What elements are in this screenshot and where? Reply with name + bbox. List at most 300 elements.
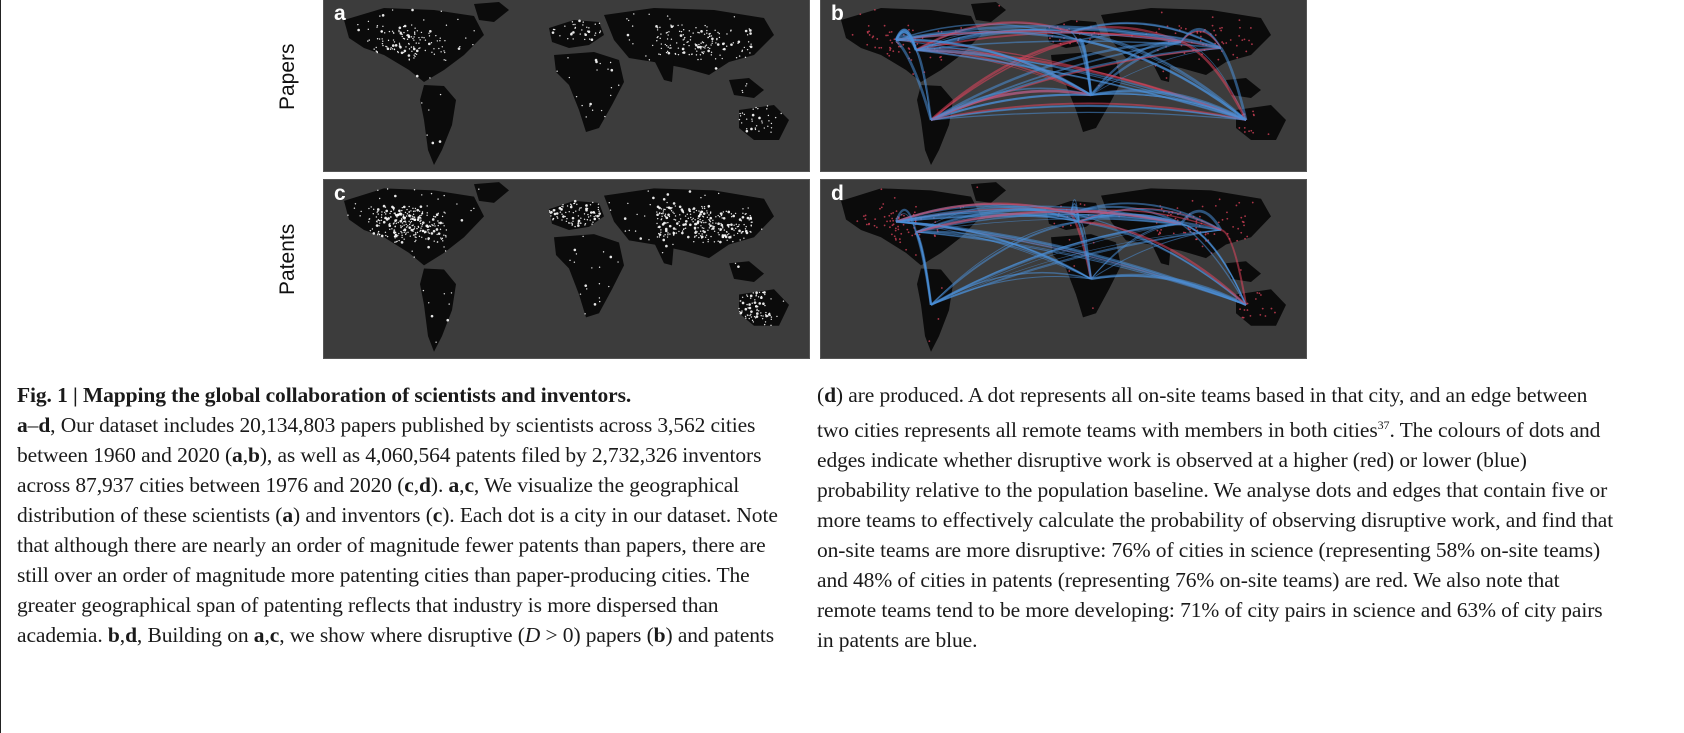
city-dot — [708, 214, 709, 215]
city-dot — [400, 227, 401, 228]
city-dot — [712, 225, 713, 226]
city-dot — [384, 32, 385, 33]
city-dot — [1268, 133, 1270, 135]
city-dot — [718, 228, 719, 229]
city-dot — [569, 211, 570, 212]
city-dot — [745, 85, 746, 86]
city-dot — [660, 232, 661, 233]
city-dot — [567, 57, 568, 58]
city-dot — [680, 34, 683, 37]
city-dot — [1218, 221, 1220, 223]
city-dot — [587, 214, 588, 215]
city-dot — [709, 224, 712, 227]
city-dot — [377, 38, 378, 39]
city-dot — [695, 27, 696, 28]
city-dot — [579, 209, 580, 210]
city-dot — [578, 215, 579, 216]
city-dot — [566, 221, 567, 222]
city-dot — [1219, 198, 1221, 200]
city-dot — [393, 32, 394, 33]
city-dot — [710, 236, 711, 237]
city-dot — [1250, 315, 1252, 317]
city-dot — [667, 51, 668, 52]
city-dot — [443, 59, 444, 60]
city-dot — [745, 230, 748, 233]
city-dot — [406, 226, 407, 227]
world-map-a — [324, 0, 809, 171]
city-dot — [624, 217, 627, 220]
city-dot — [368, 221, 369, 222]
city-dot — [584, 39, 585, 40]
city-dot — [590, 211, 593, 214]
city-dot — [869, 34, 871, 36]
city-dot — [692, 32, 693, 33]
city-dot — [387, 188, 388, 189]
city-dot — [421, 194, 422, 195]
city-dot — [618, 85, 619, 86]
panel-letter-b: b — [831, 2, 844, 25]
city-dot — [427, 231, 428, 232]
city-dot — [667, 38, 668, 39]
city-dot — [425, 39, 426, 40]
city-dot — [722, 234, 725, 237]
city-dot — [429, 225, 430, 226]
city-dot — [720, 223, 721, 224]
city-dot — [915, 206, 917, 208]
city-dot — [712, 227, 715, 230]
city-dot — [657, 236, 658, 237]
city-dot — [392, 9, 393, 10]
city-dot — [895, 227, 897, 229]
city-dot — [881, 206, 883, 208]
city-dot — [357, 24, 358, 25]
city-dot — [599, 32, 600, 33]
city-dot — [403, 52, 404, 53]
city-dot — [407, 225, 408, 226]
city-dot — [675, 205, 676, 206]
city-dot — [681, 24, 682, 25]
city-dot — [738, 230, 741, 233]
city-dot — [1244, 131, 1246, 133]
city-dot — [661, 48, 662, 49]
city-dot — [891, 42, 893, 44]
city-dot — [405, 234, 406, 235]
city-dot — [418, 37, 419, 38]
city-dot — [717, 222, 720, 225]
city-dot — [550, 215, 551, 216]
city-dot — [697, 218, 698, 219]
city-dot — [1232, 54, 1234, 56]
city-dot — [432, 225, 433, 226]
city-dot — [576, 96, 577, 97]
city-dot — [556, 71, 557, 72]
city-dot — [392, 31, 393, 32]
city-dot — [587, 219, 588, 220]
city-dot — [703, 230, 704, 231]
city-dot — [1252, 110, 1254, 112]
city-dot — [407, 232, 408, 233]
city-dot — [608, 286, 609, 287]
city-dot — [398, 240, 399, 241]
city-dot — [347, 215, 348, 216]
city-dot — [696, 210, 697, 211]
city-dot — [1239, 308, 1241, 310]
city-dot — [706, 235, 707, 236]
city-dot — [579, 208, 580, 209]
city-dot — [884, 225, 886, 227]
city-dot — [750, 46, 753, 49]
city-dot — [721, 215, 722, 216]
city-dot — [668, 206, 671, 209]
city-dot — [707, 241, 708, 242]
city-dot — [422, 212, 423, 213]
city-dot — [714, 226, 715, 227]
city-dot — [663, 198, 666, 201]
city-dot — [408, 43, 409, 44]
city-dot — [553, 209, 556, 212]
city-dot — [1259, 314, 1261, 316]
city-dot — [693, 207, 696, 210]
city-dot — [762, 315, 763, 316]
panel-letter-d: d — [831, 182, 844, 205]
city-dot — [598, 203, 599, 204]
city-dot — [591, 267, 592, 268]
city-dot — [703, 46, 704, 47]
city-dot — [1248, 130, 1250, 132]
city-dot — [401, 232, 402, 233]
city-dot — [421, 102, 422, 103]
city-dot — [588, 216, 589, 217]
city-dot — [584, 219, 585, 220]
city-dot — [656, 211, 657, 212]
world-map-b — [821, 0, 1306, 171]
city-dot — [385, 210, 388, 213]
city-dot — [416, 50, 419, 53]
city-dot — [907, 25, 909, 27]
city-dot — [676, 42, 677, 43]
city-dot — [392, 207, 395, 210]
city-dot — [696, 54, 697, 55]
city-dot — [1259, 292, 1261, 294]
city-dot — [465, 37, 466, 38]
city-dot — [894, 235, 896, 237]
city-dot — [756, 312, 759, 315]
city-dot — [746, 118, 747, 119]
city-dot — [585, 209, 588, 212]
city-dot — [636, 214, 637, 215]
city-dot — [569, 222, 570, 223]
city-dot — [414, 218, 417, 221]
city-dot — [698, 210, 699, 211]
city-dot — [585, 204, 588, 207]
city-dot — [573, 203, 574, 204]
city-dot — [357, 29, 360, 32]
city-dot — [696, 231, 697, 232]
city-dot — [745, 317, 746, 318]
city-dot — [1185, 28, 1187, 30]
city-dot — [443, 50, 444, 51]
city-dot — [407, 213, 408, 214]
city-dot — [443, 211, 444, 212]
city-dot — [412, 231, 413, 232]
city-dot — [695, 43, 696, 44]
city-dot — [866, 224, 868, 226]
city-dot — [396, 236, 397, 237]
city-dot — [1214, 233, 1216, 235]
city-dot — [675, 229, 676, 230]
city-dot — [691, 54, 692, 55]
city-dot — [908, 29, 910, 31]
city-dot — [381, 220, 382, 221]
city-dot — [730, 29, 731, 30]
city-dot — [934, 235, 936, 237]
city-dot — [751, 120, 752, 121]
city-dot — [411, 221, 412, 222]
city-dot — [749, 32, 752, 35]
city-dot — [1178, 25, 1180, 27]
city-dot — [1213, 30, 1215, 32]
city-dot — [428, 229, 429, 230]
landmass — [1226, 261, 1261, 282]
city-dot — [753, 292, 754, 293]
city-dot — [390, 211, 391, 212]
city-dot — [409, 227, 410, 228]
city-dot — [567, 205, 568, 206]
city-dot — [387, 236, 388, 237]
city-dot — [411, 46, 412, 47]
city-dot — [663, 222, 666, 225]
city-dot — [559, 35, 560, 36]
city-dot — [398, 31, 399, 32]
city-dot — [726, 211, 727, 212]
city-dot — [417, 218, 420, 221]
city-dot — [572, 31, 575, 34]
city-dot — [473, 30, 474, 31]
city-dot — [1221, 41, 1223, 43]
city-dot — [912, 73, 914, 75]
city-dot — [381, 38, 382, 39]
city-dot — [644, 215, 645, 216]
city-dot — [703, 212, 706, 215]
city-dot — [411, 51, 412, 52]
city-dot — [672, 212, 673, 213]
city-dot — [698, 233, 699, 234]
landmass — [971, 182, 1006, 203]
city-dot — [639, 237, 642, 240]
city-dot — [689, 30, 690, 31]
city-dot — [393, 39, 394, 40]
city-dot — [1192, 200, 1194, 202]
city-dot — [1158, 28, 1160, 30]
city-dot — [748, 303, 751, 306]
city-dot — [404, 38, 405, 39]
city-dot — [700, 225, 701, 226]
city-dot — [657, 37, 658, 38]
city-dot — [741, 122, 742, 123]
city-dot — [413, 214, 414, 215]
city-dot — [659, 212, 660, 213]
city-dot — [407, 39, 408, 40]
city-dot — [420, 218, 421, 219]
city-dot — [380, 30, 383, 33]
city-dot — [656, 213, 659, 216]
city-dot — [414, 256, 415, 257]
city-dot — [885, 35, 887, 37]
city-dot — [1049, 37, 1051, 39]
city-dot — [431, 42, 432, 43]
city-dot — [595, 32, 596, 33]
city-dot — [1241, 39, 1243, 41]
city-dot — [408, 54, 411, 57]
city-dot — [440, 237, 441, 238]
city-dot — [580, 33, 581, 34]
city-dot — [1219, 27, 1221, 29]
city-dot — [671, 207, 672, 208]
city-dot — [401, 241, 404, 244]
city-dot — [429, 35, 430, 36]
city-dot — [378, 219, 379, 220]
city-dot — [1232, 226, 1234, 228]
city-dot — [441, 238, 442, 239]
city-dot — [399, 26, 402, 29]
city-dot — [403, 216, 404, 217]
city-dot — [421, 237, 422, 238]
city-dot — [742, 208, 743, 209]
city-dot — [416, 209, 419, 212]
city-dot — [685, 220, 688, 223]
city-dot — [398, 30, 399, 31]
city-dot — [422, 221, 425, 224]
city-dot — [960, 27, 962, 29]
city-dot — [413, 234, 414, 235]
city-dot — [1244, 238, 1246, 240]
city-dot — [730, 223, 733, 226]
city-dot — [746, 304, 747, 305]
city-dot — [399, 220, 402, 223]
city-dot — [783, 300, 784, 301]
city-dot — [590, 204, 591, 205]
city-dot — [378, 225, 379, 226]
city-dot — [403, 206, 406, 209]
city-dot — [1166, 77, 1168, 79]
city-dot — [1230, 39, 1232, 41]
city-dot — [700, 43, 701, 44]
city-dot — [1177, 207, 1179, 209]
city-dot — [394, 41, 395, 42]
city-dot — [908, 231, 910, 233]
city-dot — [678, 221, 679, 222]
city-dot — [696, 235, 697, 236]
city-dot — [617, 261, 618, 262]
city-dot — [392, 44, 395, 47]
city-dot — [765, 315, 768, 318]
city-dot — [596, 69, 597, 70]
city-dot — [739, 119, 740, 120]
city-dot — [376, 50, 377, 51]
city-dot — [707, 47, 708, 48]
city-dot — [412, 208, 413, 209]
city-dot — [599, 283, 600, 284]
city-dot — [705, 237, 706, 238]
city-dot — [764, 324, 765, 325]
city-dot — [747, 307, 748, 308]
city-dot — [712, 220, 713, 221]
city-dot — [683, 228, 684, 229]
city-dot — [377, 208, 380, 211]
city-dot — [376, 216, 377, 217]
city-dot — [660, 54, 661, 55]
city-dot — [718, 193, 719, 194]
city-dot — [693, 241, 694, 242]
city-dot — [758, 117, 759, 118]
city-dot — [404, 228, 407, 231]
city-dot — [595, 24, 596, 25]
city-dot — [377, 25, 378, 26]
city-dot — [443, 225, 444, 226]
city-dot — [399, 44, 400, 45]
city-dot — [580, 293, 581, 294]
city-dot — [385, 235, 386, 236]
city-dot — [420, 217, 421, 218]
city-dot — [428, 33, 429, 34]
city-dot — [734, 16, 735, 17]
city-dot — [1226, 211, 1228, 213]
city-dot — [764, 305, 765, 306]
city-dot — [588, 27, 589, 28]
city-dot — [698, 237, 699, 238]
city-dot — [581, 105, 582, 106]
city-dot — [714, 231, 715, 232]
city-dot — [749, 315, 750, 316]
city-dot — [1202, 206, 1204, 208]
city-dot — [976, 186, 978, 188]
city-dot — [442, 240, 443, 241]
city-dot — [707, 212, 708, 213]
city-dot — [420, 227, 421, 228]
city-dot — [752, 114, 755, 117]
city-dot — [671, 210, 672, 211]
city-dot — [766, 108, 767, 109]
city-dot — [1238, 35, 1240, 37]
city-dot — [747, 217, 750, 220]
city-dot — [746, 294, 747, 295]
city-dot — [422, 224, 423, 225]
city-dot — [756, 294, 757, 295]
city-dot — [398, 222, 399, 223]
city-dot — [880, 188, 882, 190]
city-dot — [405, 221, 406, 222]
city-dot — [915, 254, 917, 256]
city-dot — [436, 234, 437, 235]
city-dot — [577, 224, 580, 227]
city-dot — [655, 25, 658, 28]
city-dot — [414, 228, 415, 229]
city-dot — [433, 230, 436, 233]
city-dot — [444, 52, 445, 53]
city-dot — [373, 48, 374, 49]
city-dot — [645, 55, 646, 56]
city-dot — [427, 212, 428, 213]
city-dot — [586, 288, 587, 289]
world-map-d — [821, 180, 1306, 358]
city-dot — [898, 51, 900, 53]
city-dot — [411, 9, 414, 12]
city-dot — [739, 113, 740, 114]
city-dot — [1220, 30, 1222, 32]
city-dot — [745, 214, 746, 215]
city-dot — [381, 235, 384, 238]
city-dot — [893, 223, 895, 225]
